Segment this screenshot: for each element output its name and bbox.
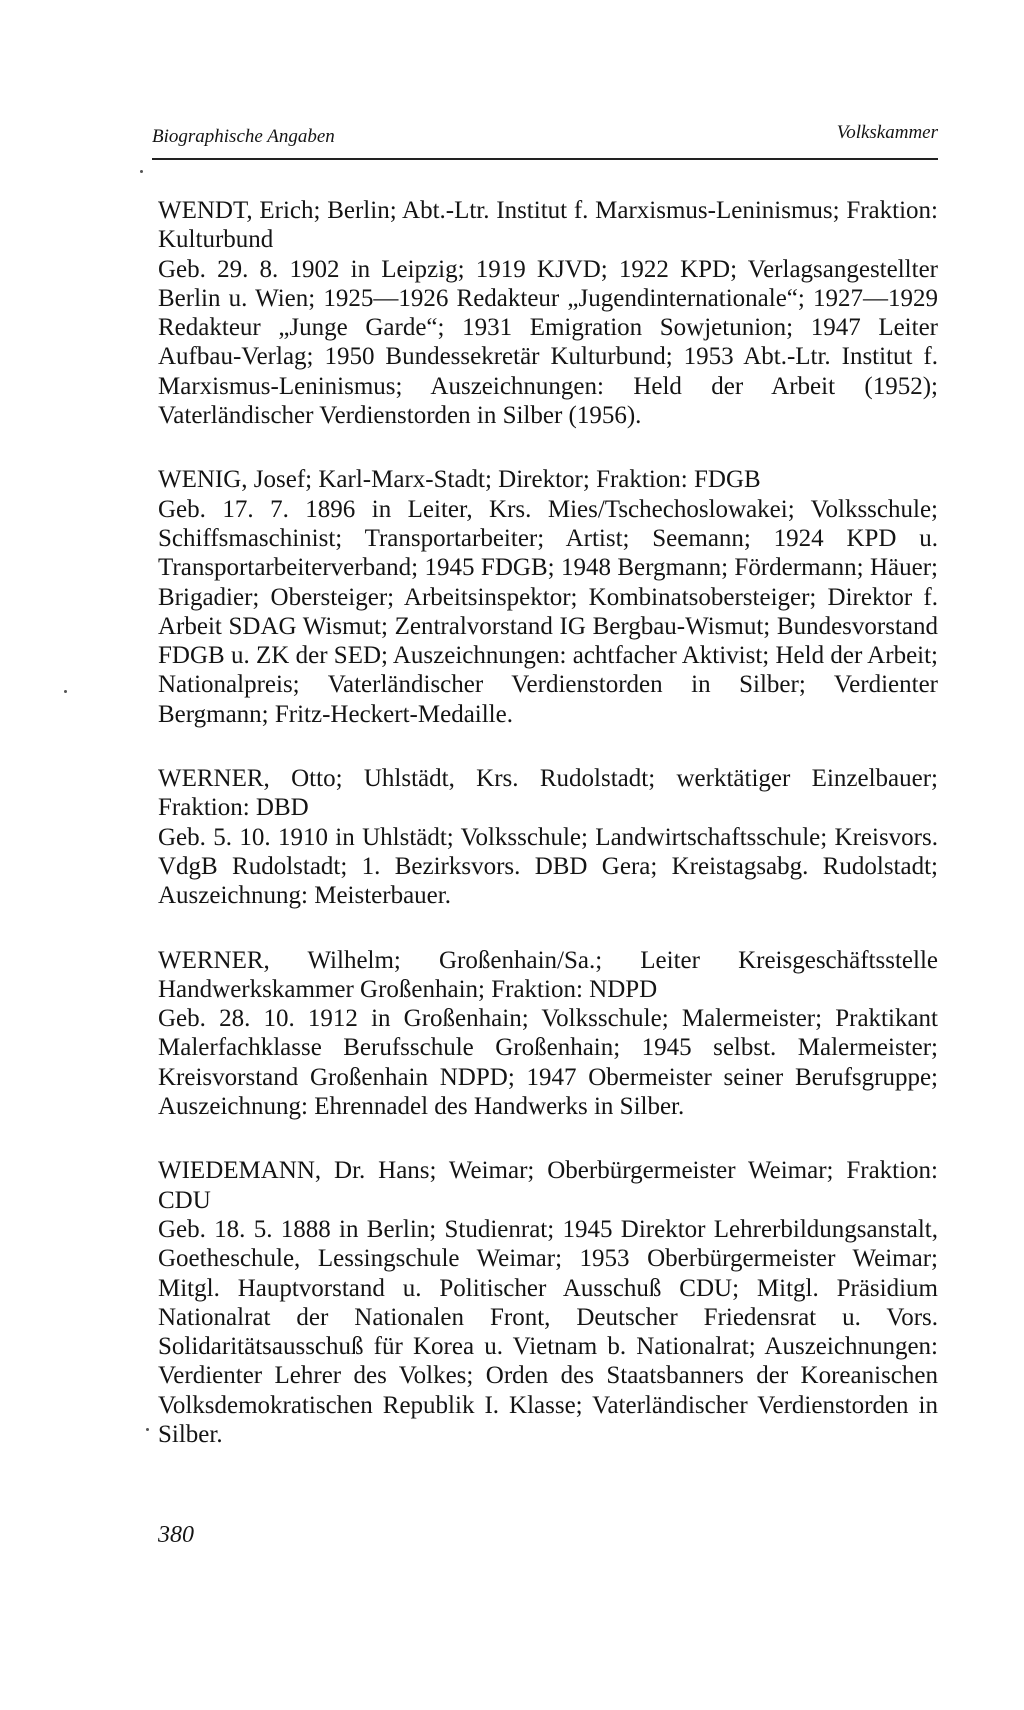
- entry-biography: Geb. 29. 8. 1902 in Leipzig; 1919 KJVD; 1922 KPD; Verlagsangestellter Berlin u. Wien; 1925—1926 Redakteur „Jugendinternationale“; 1927—1929 Redakteur „Junge Garde“; 1931 Emigration Sowjetunion; 1947 Leiter Aufbau-Verlag; 1950 Bundessekretär Kulturbund; 1953 Abt.-Ltr. Institut f. Marxismus-Leninismus; Auszeichnungen: Held der Arbeit (1952); Vaterländischer Verdienstorden in Silber (1956).: [158, 255, 938, 430]
- entry-heading: WERNER, Wilhelm; Großenhain/Sa.; Leiter Kreisgeschäftsstelle Handwerkskammer Großenhain; Fraktion: NDPD: [158, 946, 938, 1003]
- print-speck: [140, 170, 143, 173]
- biography-entry: [158, 946, 938, 1122]
- biography-entry: [158, 1156, 938, 1449]
- running-head-right: Volkskammer: [836, 122, 938, 143]
- entry-biography: Geb. 18. 5. 1888 in Berlin; Studienrat; 1945 Direktor Lehrerbildungsanstalt, Goetheschule, Lessingschule Weimar; 1953 Oberbürgermeister Weimar; Mitgl. Hauptvorstand u. Politischer Ausschuß CDU; Mitgl. Präsidium Nationalrat der Nationalen Front, Deutscher Friedensrat u. Vors. Solidaritätsausschuß für Korea u. Vietnam b. Nationalrat; Auszeichnungen: Verdienter Lehrer des Volkes; Orden des Staatsbanners der Koreanischen Volksdemokratischen Republik I. Klasse; Vaterländischer Verdienstorden in Silber.: [158, 1215, 938, 1448]
- running-head-left: Biographische Angaben: [152, 126, 335, 147]
- biography-entry: [158, 465, 938, 729]
- entry-biography: Geb. 5. 10. 1910 in Uhlstädt; Volksschule; Landwirtschaftsschule; Kreisvors. VdgB Rudolstadt; 1. Bezirksvors. DBD Gera; Kreistagsabg. Rudolstadt; Auszeichnung: Meisterbauer.: [158, 823, 938, 910]
- entry-heading: WERNER, Otto; Uhlstädt, Krs. Rudolstadt; werktätiger Einzelbauer; Fraktion: DBD: [158, 765, 938, 822]
- biography-entry: [158, 196, 938, 430]
- entry-heading: WENDT, Erich; Berlin; Abt.-Ltr. Institut f. Marxismus-Leninismus; Fraktion: Kulturbund: [158, 197, 938, 254]
- print-speck: [146, 1428, 149, 1431]
- running-head: [152, 122, 938, 152]
- page-number: 380: [158, 1522, 194, 1548]
- entry-heading: WIEDEMANN, Dr. Hans; Weimar; Oberbürgermeister Weimar; Fraktion: CDU: [158, 1157, 938, 1214]
- entry-heading: WENIG, Josef; Karl-Marx-Stadt; Direktor; Fraktion: FDGB: [158, 466, 761, 494]
- entry-biography: Geb. 17. 7. 1896 in Leiter, Krs. Mies/Tschechoslowakei; Volksschule; Schiffsmaschinist; Transportarbeiter; Artist; Seemann; 1924 KPD u. Transportarbeiterverband; 1945 FDGB; 1948 Bergmann; Fördermann; Häuer; Brigadier; Obersteiger; Arbeitsinspektor; Kombinatsobersteiger; Direktor f. Arbeit SDAG Wismut; Zentralvorstand IG Bergbau-Wismut; Bundesvorstand FDGB u. ZK der SED; Auszeichnungen: achtfacher Aktivist; Held der Arbeit; Nationalpreis; Vaterländischer Verdienstorden in Silber; Verdienter Bergmann; Fritz-Heckert-Medaille.: [158, 495, 938, 728]
- print-speck: [64, 690, 67, 693]
- entry-biography: Geb. 28. 10. 1912 in Großenhain; Volksschule; Malermeister; Praktikant Malerfachklasse Berufsschule Großenhain; 1945 selbst. Malermeister; Kreisvorstand Großenhain NDPD; 1947 Obermeister seiner Berufsgruppe; Auszeichnung: Ehrennadel des Handwerks in Silber.: [158, 1005, 938, 1121]
- entry-list: [158, 196, 938, 1484]
- biography-entry: [158, 764, 938, 910]
- header-rule: [152, 158, 938, 160]
